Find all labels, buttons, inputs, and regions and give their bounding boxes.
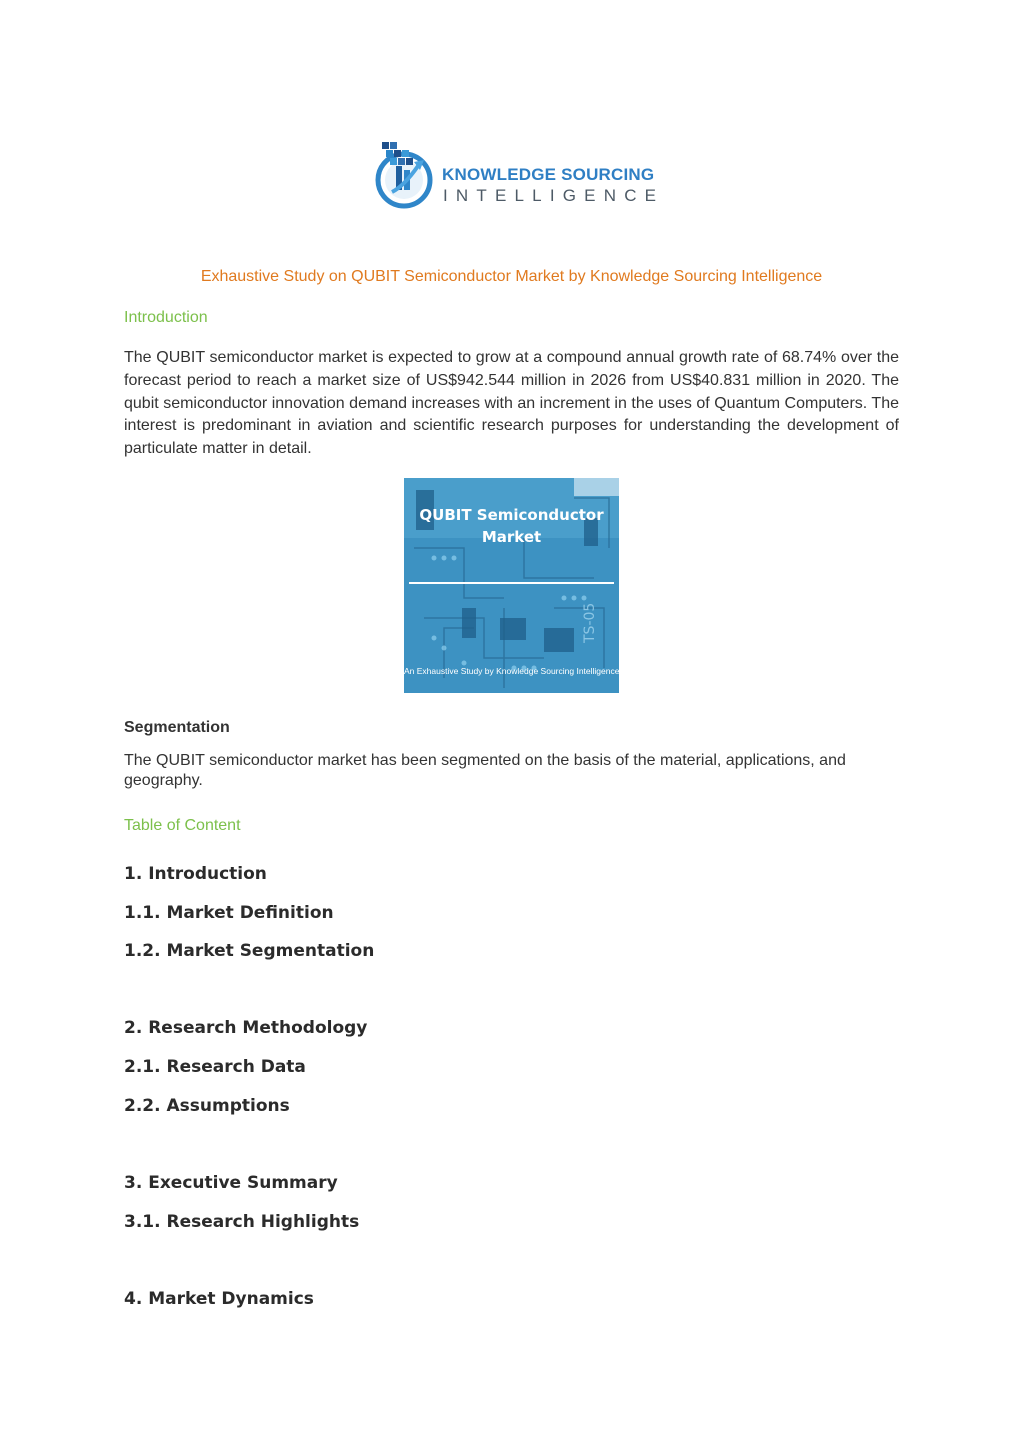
toc-item: 1.2. Market Segmentation	[124, 941, 375, 961]
introduction-paragraph: The QUBIT semiconductor market is expected to grow at a compound annual growth rate of 68.74% over the forecast period to reach a market size of US$942.544 million in 2026 from US$40.831 million in 2020. The qubit semiconductor innovation demand increases with an increment in the uses of Quantum Computers. The interest is predominant in aviation and scientific research purposes for understanding the development of particulate matter in detail.	[124, 349, 899, 457]
toc-item: 1.1. Market Definition	[124, 903, 334, 923]
segmentation-paragraph: The QUBIT semiconductor market has been segmented on the basis of the material, applications, and geography.	[124, 752, 846, 789]
logo-text-line1: KNOWLEDGE SOURCING	[442, 165, 655, 184]
introduction-label: Introduction	[124, 309, 208, 326]
document-title: Exhaustive Study on QUBIT Semiconductor Market by Knowledge Sourcing Intelligence	[200, 268, 823, 285]
banner-footer: An Exhaustive Study by Knowledge Sourcing Intelligence	[404, 666, 619, 676]
banner-title	[404, 504, 619, 548]
toc-item: 2.1. Research Data	[124, 1057, 306, 1077]
toc-item: 2.2. Assumptions	[124, 1096, 290, 1116]
segmentation-heading: Segmentation	[124, 719, 230, 736]
banner-side-text: TS-05	[582, 602, 598, 643]
toc-item: 3.1. Research Highlights	[124, 1212, 360, 1232]
toc-item: 4. Market Dynamics	[124, 1289, 314, 1309]
banner-title-line2: Market	[481, 528, 542, 546]
logo-emblem-icon	[374, 136, 452, 214]
logo-text-line2: INTELLIGENCE	[443, 186, 665, 205]
toc-item: 3. Executive Summary	[124, 1173, 338, 1193]
table-of-content-label: Table of Content	[124, 817, 241, 834]
market-banner-image	[404, 478, 619, 693]
banner-divider	[409, 582, 614, 584]
toc-item: 2. Research Methodology	[124, 1018, 368, 1038]
toc-item: 1. Introduction	[124, 864, 267, 884]
banner-title-line1: QUBIT Semiconductor	[419, 506, 604, 524]
company-logo	[374, 136, 665, 216]
